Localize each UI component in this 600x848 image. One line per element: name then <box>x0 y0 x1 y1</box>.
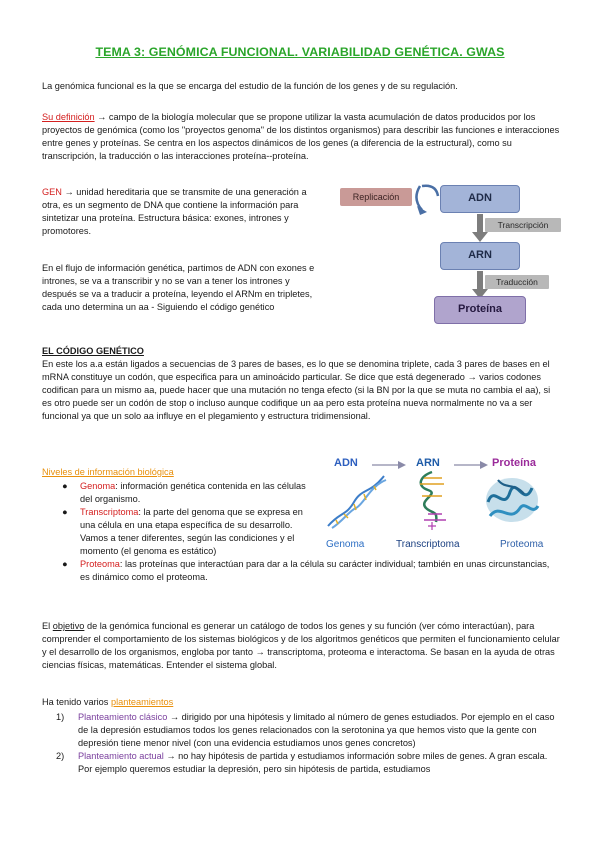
definition-paragraph <box>42 111 560 163</box>
approaches-list <box>56 711 564 776</box>
gen-paragraph <box>42 186 324 238</box>
list-item: 1) Planteamiento clásico → dirigido por una hipótesis y limitado al número de genes estudiados. Por ejemplo en el caso de la depresión estudiamos todos los genes relacionados con la serotonina ya que hemos visto que la gente con depresión tiene menor nivel (con una evidencia estudiamos unos genes concretos) <box>56 712 555 749</box>
protein-box: Proteína <box>434 296 526 324</box>
objective-text: de la genómica funcional es generar un catálogo de todos los genes y su función (ver cómo interactúan), para comprender el comportamiento de los sistemas biológicos y de los algoritmos genéticos que permiten el funcionamiento celular y el desarrollo de los organismos, engloba por tanto → transcriptoma, proteoma e interactoma. Se basan en la ayuda de otras ciencias físicas, matemáticas. Entender el sistema global. <box>42 621 560 671</box>
omics-transcriptoma-label: Transcriptoma <box>396 539 460 550</box>
omics-arn-label: ARN <box>416 457 440 469</box>
intro-paragraph: La genómica funcional es la que se encarga del estudio de la función de los genes y de su regulación. <box>42 81 458 91</box>
approaches-intro: Ha tenido varios planteamientos <box>42 697 174 707</box>
omics-diagram <box>320 454 564 554</box>
list-item: ● Genoma: información genética contenida en las células del organismo. <box>62 481 306 505</box>
dna-helix-icon <box>324 472 390 530</box>
transcriptoma-term: Transcriptoma <box>80 507 139 518</box>
list-item: ● Proteoma: las proteínas que interactúan para dar a la célula su carácter individual; también en unas circunstancias, es dinámico como el proteoma. <box>62 559 550 583</box>
genetic-code-paragraph <box>42 345 560 423</box>
genetic-code-heading: EL CÓDIGO GENÉTICO <box>42 346 144 356</box>
definition-text: campo de la biología molecular que se propone utilizar la vasta acumulación de datos producidos por los proyectos de genómica (como los "proyectos genoma" de los distintos organismos) para describir las funciones e interacciones entre genes y proteínas. Se centra en los aspectos dinámicos de los genes (a diferencia de la estructural), como su transcripción, la traducción o las interacciones proteína--proteína. <box>42 112 560 162</box>
gen-label: GEN <box>42 187 62 197</box>
genetic-code-text: En este los a.a están ligados a secuencias de 3 pares de bases, es lo que se denomina triplete, cada 3 pares de bases en el mRNA constituye un codón, que especifica para un aminoácido particular. Se dice que está degenerado → varios codones codifican para un mismo aa, puede hacer que una mutación no tenga efecto (si la BN por la que se muta no cambia el aa), si es otro puede ser un codón de stop o incluso aunque codifique un aa pero esta proteína nueva normalmente no va a ser funcional ya que un solo aa influye en el plegamiento y estructura tridimensional. <box>42 359 551 422</box>
omics-proteina-label: Proteína <box>492 457 537 469</box>
levels-heading: Niveles de información biológica <box>42 467 174 477</box>
replication-loop-icon <box>412 182 442 216</box>
list-item: 2) Planteamiento actual → no hay hipótesis de partida y estudiamos información sobre miles de genes. A gran escala. Por ejemplo queremos estudiar la depresión, pero sin hipótesis de partida, estudiamos <box>56 751 548 775</box>
replication-label: Replicación <box>340 188 412 206</box>
arn-box: ARN <box>440 242 520 270</box>
definition-arrow: → <box>97 112 107 122</box>
omics-proteoma-label: Proteoma <box>500 539 544 550</box>
omics-adn-label: ADN <box>334 457 358 469</box>
genoma-term: Genoma <box>80 481 116 491</box>
page-title: TEMA 3: GENÓMICA FUNCIONAL. VARIABILIDAD GENÉTICA. GWAS <box>95 45 505 59</box>
gen-text: unidad hereditaria que se transmite de una generación a otra, es un segmento de DNA que contiene la información para sintetizar una proteína. Estructura básica: exones, intrones y promotores. <box>42 187 307 237</box>
approaches-label: planteamientos <box>110 697 174 707</box>
current-approach-term: Planteamiento actual <box>78 751 164 762</box>
protein-structure-icon <box>480 472 544 530</box>
definition-label: Su definición <box>42 112 95 122</box>
objective-paragraph: El objetivo de la genómica funcional es generar un catálogo de todos los genes y su función (ver cómo interactúan), para comprender el comportamiento de los sistemas biológicos y de los algoritmos genéticos que permiten el funcionamiento celular y el desarrollo de los organismos, engloba por tanto → transcriptoma, proteoma e interactoma. Se basan en la ayuda de otras ciencias físicas, matemáticas. Entender el sistema global. <box>42 621 560 671</box>
omics-genoma-label: Genoma <box>326 539 365 550</box>
proteoma-term: Proteoma <box>80 559 120 570</box>
objective-label: objetivo <box>52 621 85 631</box>
arrow-right-2-icon <box>454 460 488 470</box>
transcription-label: Transcripción <box>485 218 561 232</box>
rna-structure-icon <box>402 470 462 532</box>
adn-box: ADN <box>440 185 520 213</box>
flow-paragraph: En el flujo de información genética, partimos de ADN con exones e intrones, se va a transcribir y no se van a tener los intrones y después se va a traducir a proteína, leyendo el ARNm en tripletes, cada uno determina un aa - Siguiendo el código genético <box>42 263 315 313</box>
central-dogma-diagram <box>330 180 560 330</box>
list-item: ● Transcriptoma: la parte del genoma que se expresa en una célula en una etapa específica de su desarrollo. Vamos a tener diferentes, según las condiciones y el momento (el genoma es estático) <box>62 507 303 557</box>
arrow-right-1-icon <box>372 460 406 470</box>
classic-approach-term: Planteamiento clásico <box>78 712 168 722</box>
gen-arrow: → <box>64 187 74 197</box>
translation-label: Traducción <box>485 275 549 289</box>
